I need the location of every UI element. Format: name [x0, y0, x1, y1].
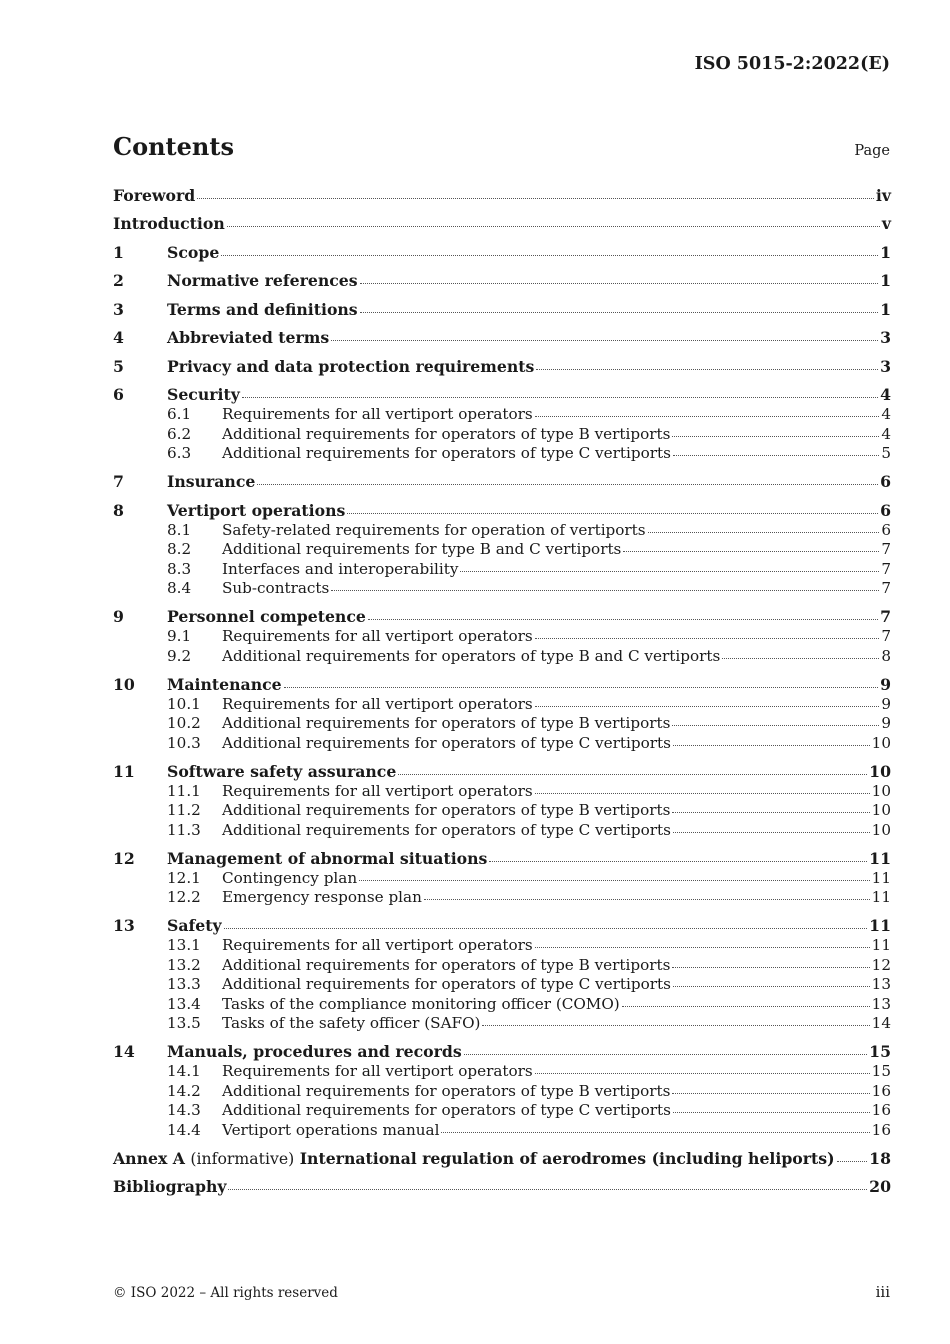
section-number: 3: [113, 299, 124, 319]
subsection-title: Contingency plan: [222, 868, 358, 887]
toc-subsection-row[interactable]: [113, 521, 891, 541]
section-title: Maintenance: [167, 674, 282, 694]
page-number: 11: [869, 916, 891, 935]
toc-entry[interactable]: [113, 1042, 891, 1140]
page-number: 11: [871, 936, 891, 954]
page-number: 12: [871, 955, 891, 974]
leader-dots: [460, 571, 879, 572]
subsection-number: 9.1: [167, 627, 192, 645]
subsection-number: 10.3: [167, 733, 201, 752]
subsection-number: 13.5: [167, 1014, 201, 1032]
leader-dots: [360, 283, 878, 284]
toc-subsection-row[interactable]: [113, 888, 891, 908]
subsection-number: 9.2: [167, 646, 192, 665]
page-number: 10: [871, 801, 891, 819]
page-number: 7: [881, 559, 891, 578]
leader-dots: [673, 986, 870, 987]
section-title: Software safety assurance: [167, 761, 397, 781]
page-number: 1: [880, 299, 891, 319]
subsection-title: Emergency response plan: [222, 888, 422, 906]
leader-dots: [441, 1132, 869, 1133]
toc-subsection-row[interactable]: [113, 734, 891, 754]
leader-dots: [360, 312, 878, 313]
toc-main-row: [113, 214, 891, 234]
subsection-number: 8.4: [167, 579, 192, 597]
leader-dots: [221, 255, 878, 256]
subsection-title: Requirements for all vertiport operators: [222, 405, 533, 423]
leader-dots: [673, 1112, 870, 1113]
leader-dots: [257, 484, 878, 485]
section-number: 12: [113, 848, 135, 868]
leader-dots: [331, 340, 878, 341]
page-number: 13: [871, 994, 891, 1013]
subsection-number: 12.1: [167, 868, 201, 887]
section-title: Vertiport operations: [167, 500, 346, 520]
leader-dots: [837, 1161, 868, 1162]
subsection-title: Additional requirements for operators of type C vertiports: [222, 444, 671, 462]
toc-entry[interactable]: [113, 916, 891, 1034]
leader-dots: [227, 226, 880, 227]
toc-entry-bibliography[interactable]: [113, 1177, 891, 1197]
leader-dots: [482, 1025, 869, 1026]
toc-subsection-row[interactable]: [113, 995, 891, 1015]
subsection-number: 6.1: [167, 405, 192, 423]
subsection-number: 13.4: [167, 994, 201, 1013]
toc-entry[interactable]: [113, 849, 891, 908]
page-number: 11: [871, 888, 891, 906]
page-number: 6: [881, 520, 891, 539]
page-number: 16: [871, 1081, 891, 1100]
subsection-number: 6.3: [167, 444, 192, 462]
page-number: 6: [880, 500, 891, 520]
page-number: 13: [871, 975, 891, 993]
page-number: 10: [871, 733, 891, 752]
toc-main-row: [113, 385, 891, 405]
leader-dots: [535, 947, 870, 948]
subsection-number: 13.3: [167, 975, 201, 993]
bibliography-page: 20: [869, 1177, 891, 1196]
section-title: Foreword: [113, 186, 196, 205]
section-title: Abbreviated terms: [167, 328, 330, 347]
leader-dots: [673, 745, 870, 746]
toc-main-row: [113, 243, 891, 263]
toc-subsection-row[interactable]: [113, 714, 891, 734]
section-number: 8: [113, 500, 124, 520]
toc-subsection-row[interactable]: [113, 425, 891, 445]
page-number: 7: [881, 579, 891, 597]
leader-dots: [242, 397, 878, 398]
section-number: 13: [113, 916, 135, 935]
page-number: 1: [880, 242, 891, 262]
leader-dots: [535, 793, 870, 794]
toc-subsection-row[interactable]: [113, 936, 891, 956]
leader-dots: [398, 774, 867, 775]
subsection-number: 11.2: [167, 801, 201, 819]
toc-subsection-row[interactable]: [113, 405, 891, 425]
toc-main-row: [113, 675, 891, 695]
subsection-title: Additional requirements for operators of type B vertiports: [222, 714, 671, 732]
leader-dots: [722, 658, 879, 659]
toc-entry[interactable]: [113, 243, 891, 263]
section-title: Security: [167, 385, 240, 404]
section-number: 1: [113, 242, 124, 262]
page-number: 9: [881, 694, 891, 713]
subsection-title: Additional requirements for operators of type B vertiports: [222, 1081, 671, 1100]
toc-subsection-row[interactable]: [113, 1082, 891, 1102]
contents-title: Contents: [113, 132, 234, 161]
footer-copyright: © ISO 2022 – All rights reserved: [113, 1285, 338, 1301]
section-title: Manuals, procedures and records: [167, 1042, 462, 1061]
leader-dots: [648, 532, 880, 533]
page-number: 8: [881, 646, 891, 665]
section-number: 14: [113, 1042, 135, 1061]
toc-main-row: [113, 501, 891, 521]
leader-dots: [536, 369, 878, 370]
subsection-title: Additional requirements for operators of type B and C vertiports: [222, 646, 721, 665]
toc-subsection-row[interactable]: [113, 1062, 891, 1082]
subsection-title: Additional requirements for operators of type C vertiports: [222, 733, 671, 752]
leader-dots: [673, 832, 870, 833]
subsection-number: 13.1: [167, 936, 201, 954]
toc-entry-annex-a[interactable]: [113, 1149, 891, 1169]
section-title: Personnel competence: [167, 607, 366, 626]
toc-entry[interactable]: [113, 607, 891, 666]
leader-dots: [224, 928, 868, 929]
section-title: Management of abnormal situations: [167, 848, 488, 868]
leader-dots: [672, 436, 879, 437]
page-number: 14: [871, 1014, 891, 1032]
section-number: 6: [113, 385, 124, 404]
toc-entry[interactable]: [113, 762, 891, 841]
leader-dots: [672, 812, 869, 813]
toc-subsection-row[interactable]: [113, 647, 891, 667]
subsection-title: Requirements for all vertiport operators: [222, 627, 533, 645]
toc-subsection-row[interactable]: [113, 695, 891, 715]
toc-main-row: [113, 762, 891, 782]
subsection-number: 12.2: [167, 888, 201, 906]
page-number: 10: [869, 761, 891, 781]
subsection-number: 14.3: [167, 1101, 201, 1119]
section-number: 7: [113, 472, 124, 491]
subsection-title: Additional requirements for operators of type B vertiports: [222, 955, 671, 974]
toc-subsection-row[interactable]: [113, 956, 891, 976]
section-number: 2: [113, 271, 124, 290]
page-number: 1: [880, 271, 891, 290]
page-number: 16: [871, 1120, 891, 1139]
annex-type: (informative): [190, 1148, 295, 1168]
subsection-number: 8.2: [167, 540, 192, 558]
bibliography-title: Bibliography: [113, 1177, 227, 1196]
page-number: 7: [881, 627, 891, 645]
page-number: 7: [881, 540, 891, 558]
toc-main-row: [113, 607, 891, 627]
footer-page-number: iii: [875, 1283, 890, 1301]
subsection-title: Additional requirements for operators of type B vertiports: [222, 424, 671, 443]
leader-dots: [535, 1073, 870, 1074]
toc-entry[interactable]: [113, 357, 891, 377]
annex-title: International regulation of aerodromes (including heliports): [299, 1148, 835, 1168]
subsection-title: Sub-contracts: [222, 579, 330, 597]
leader-dots: [489, 861, 867, 862]
toc-subsection-row[interactable]: [113, 540, 891, 560]
page-number: iv: [875, 186, 891, 205]
section-title: Normative references: [167, 271, 358, 290]
leader-dots: [672, 967, 869, 968]
toc-entry[interactable]: [113, 300, 891, 320]
toc-subsection-row[interactable]: [113, 560, 891, 580]
toc-subsection-row[interactable]: [113, 627, 891, 647]
section-number: 11: [113, 761, 135, 781]
page-number: 6: [880, 472, 891, 491]
leader-dots: [535, 638, 880, 639]
leader-dots: [197, 198, 874, 199]
leader-dots: [228, 1189, 867, 1190]
section-title: Scope: [167, 242, 220, 262]
toc-entry[interactable]: [113, 385, 891, 464]
toc-main-row: [113, 849, 891, 869]
page-number: 15: [871, 1062, 891, 1080]
toc-subsection-row[interactable]: [113, 782, 891, 802]
leader-dots: [623, 551, 879, 552]
subsection-title: Additional requirements for operators of type C vertiports: [222, 1101, 671, 1119]
toc-entry[interactable]: [113, 214, 891, 234]
toc-subsection-row[interactable]: [113, 1014, 891, 1034]
page-number: 4: [881, 424, 891, 443]
leader-dots: [368, 619, 878, 620]
toc-subsection-row[interactable]: [113, 1121, 891, 1141]
leader-dots: [347, 513, 878, 514]
document-id: ISO 5015-2:2022(E): [694, 54, 890, 74]
toc-subsection-row[interactable]: [113, 975, 891, 995]
subsection-number: 6.2: [167, 424, 192, 443]
page-number: 10: [871, 781, 891, 800]
subsection-number: 10.2: [167, 714, 201, 732]
section-number: 4: [113, 328, 124, 347]
subsection-number: 8.1: [167, 520, 192, 539]
toc-subsection-row[interactable]: [113, 444, 891, 464]
subsection-number: 14.4: [167, 1120, 201, 1139]
subsection-title: Safety-related requirements for operation of vertiports: [222, 520, 646, 539]
toc-entry[interactable]: [113, 501, 891, 599]
page-number: 16: [871, 1101, 891, 1119]
page-number: 9: [881, 714, 891, 732]
subsection-title: Additional requirements for operators of type B vertiports: [222, 801, 671, 819]
toc-subsection-row[interactable]: [113, 869, 891, 889]
subsection-number: 8.3: [167, 559, 192, 578]
leader-dots: [331, 590, 879, 591]
toc-subsection-row[interactable]: [113, 821, 891, 841]
page-number: 15: [869, 1042, 891, 1061]
annex-label: Annex A: [113, 1148, 185, 1168]
page-number: 11: [869, 848, 891, 868]
subsection-title: Requirements for all vertiport operators: [222, 781, 533, 800]
page-number: 4: [881, 405, 891, 423]
toc-entry[interactable]: [113, 328, 891, 348]
section-title: Safety: [167, 916, 222, 935]
leader-dots: [424, 899, 870, 900]
section-number: 9: [113, 607, 124, 626]
leader-dots: [672, 725, 879, 726]
toc-main-row: [113, 357, 891, 377]
toc-main-row: [113, 328, 891, 348]
toc-entry[interactable]: [113, 472, 891, 492]
toc-subsection-row[interactable]: [113, 801, 891, 821]
leader-dots: [464, 1054, 867, 1055]
subsection-title: Tasks of the compliance monitoring officer (COMO): [222, 994, 620, 1013]
toc-main-row: [113, 916, 891, 936]
toc-entry[interactable]: [113, 675, 891, 754]
section-title: Terms and definitions: [167, 299, 358, 319]
subsection-title: Tasks of the safety officer (SAFO): [222, 1014, 481, 1032]
leader-dots: [535, 706, 880, 707]
toc-main-row: [113, 300, 891, 320]
subsection-title: Vertiport operations manual: [222, 1120, 440, 1139]
subsection-title: Requirements for all vertiport operators: [222, 936, 533, 954]
toc-subsection-row[interactable]: [113, 579, 891, 599]
leader-dots: [535, 416, 880, 417]
section-number: 10: [113, 674, 135, 694]
subsection-number: 11.1: [167, 781, 201, 800]
subsection-title: Additional requirements for type B and C vertiports: [222, 540, 622, 558]
toc-main-row: [113, 186, 891, 206]
section-number: 5: [113, 356, 124, 376]
toc-main-row: [113, 1042, 891, 1062]
subsection-title: Additional requirements for operators of type C vertiports: [222, 820, 671, 839]
subsection-number: 13.2: [167, 955, 201, 974]
page-number: 11: [871, 868, 891, 887]
toc-entry[interactable]: [113, 271, 891, 291]
subsection-number: 14.2: [167, 1081, 201, 1100]
table-of-contents: [113, 186, 891, 1197]
toc-subsection-row[interactable]: [113, 1101, 891, 1121]
subsection-number: 14.1: [167, 1062, 201, 1080]
subsection-number: 10.1: [167, 694, 201, 713]
page-number: 3: [880, 356, 891, 376]
page-number: 10: [871, 820, 891, 839]
subsection-title: Interfaces and interoperability: [222, 559, 459, 578]
leader-dots: [284, 687, 878, 688]
subsection-number: 11.3: [167, 820, 201, 839]
leader-dots: [622, 1006, 870, 1007]
toc-main-row: [113, 472, 891, 492]
toc-main-row: [113, 271, 891, 291]
subsection-title: Requirements for all vertiport operators: [222, 694, 533, 713]
subsection-title: Requirements for all vertiport operators: [222, 1062, 533, 1080]
toc-entry[interactable]: [113, 186, 891, 206]
leader-dots: [672, 1093, 869, 1094]
subsection-title: Additional requirements for operators of type C vertiports: [222, 975, 671, 993]
page-column-label: Page: [854, 143, 890, 159]
page-number: 7: [880, 607, 891, 626]
page-number: 5: [881, 444, 891, 462]
annex-page: 18: [869, 1148, 891, 1168]
page-number: 3: [880, 328, 891, 347]
section-title: Privacy and data protection requirements: [167, 356, 535, 376]
page-number: 4: [880, 385, 891, 404]
section-title: Introduction: [113, 214, 225, 233]
leader-dots: [359, 880, 870, 881]
leader-dots: [673, 455, 879, 456]
section-title: Insurance: [167, 472, 256, 491]
page-number: v: [881, 214, 891, 233]
page-number: 9: [880, 674, 891, 694]
